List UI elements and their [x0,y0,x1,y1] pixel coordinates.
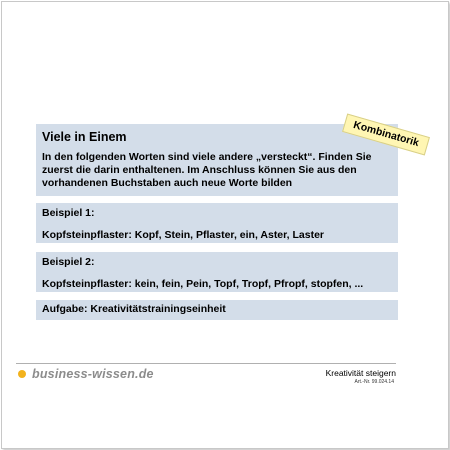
example-2-text: Kopfsteinpflaster: kein, fein, Pein, Topf, Tropf, Pfropf, stopfen, ... [42,278,364,290]
intro-text: In den folgenden Worten sind viele andere „versteckt“. Finden Sie zuerst die darin enthaltenen. Im Anschluss können Sie aus den vorhandenen Buchstaben auch neue Worte bilden [42,151,372,189]
task-text: Aufgabe: Kreativitätstrainingseinheit [42,303,226,315]
logo-text: business-wissen.de [32,367,154,381]
intro-box [36,124,398,196]
example-1-label: Beispiel 1: [42,207,95,219]
footer-article-number: Art.-Nr. 99.024.14 [354,379,394,385]
logo-dot-icon [18,370,26,378]
example-2-label: Beispiel 2: [42,256,95,268]
task-box [36,300,398,320]
footer-divider [16,363,396,364]
kombinatorik-badge: Kombinatorik [342,114,430,156]
example-2-box [36,252,398,292]
intro-title: Viele in Einem [42,130,127,144]
example-1-box [36,203,398,243]
example-1-text: Kopfsteinpflaster: Kopf, Stein, Pflaster, ein, Aster, Laster [42,229,325,241]
footer-title: Kreativität steigern [325,368,396,378]
